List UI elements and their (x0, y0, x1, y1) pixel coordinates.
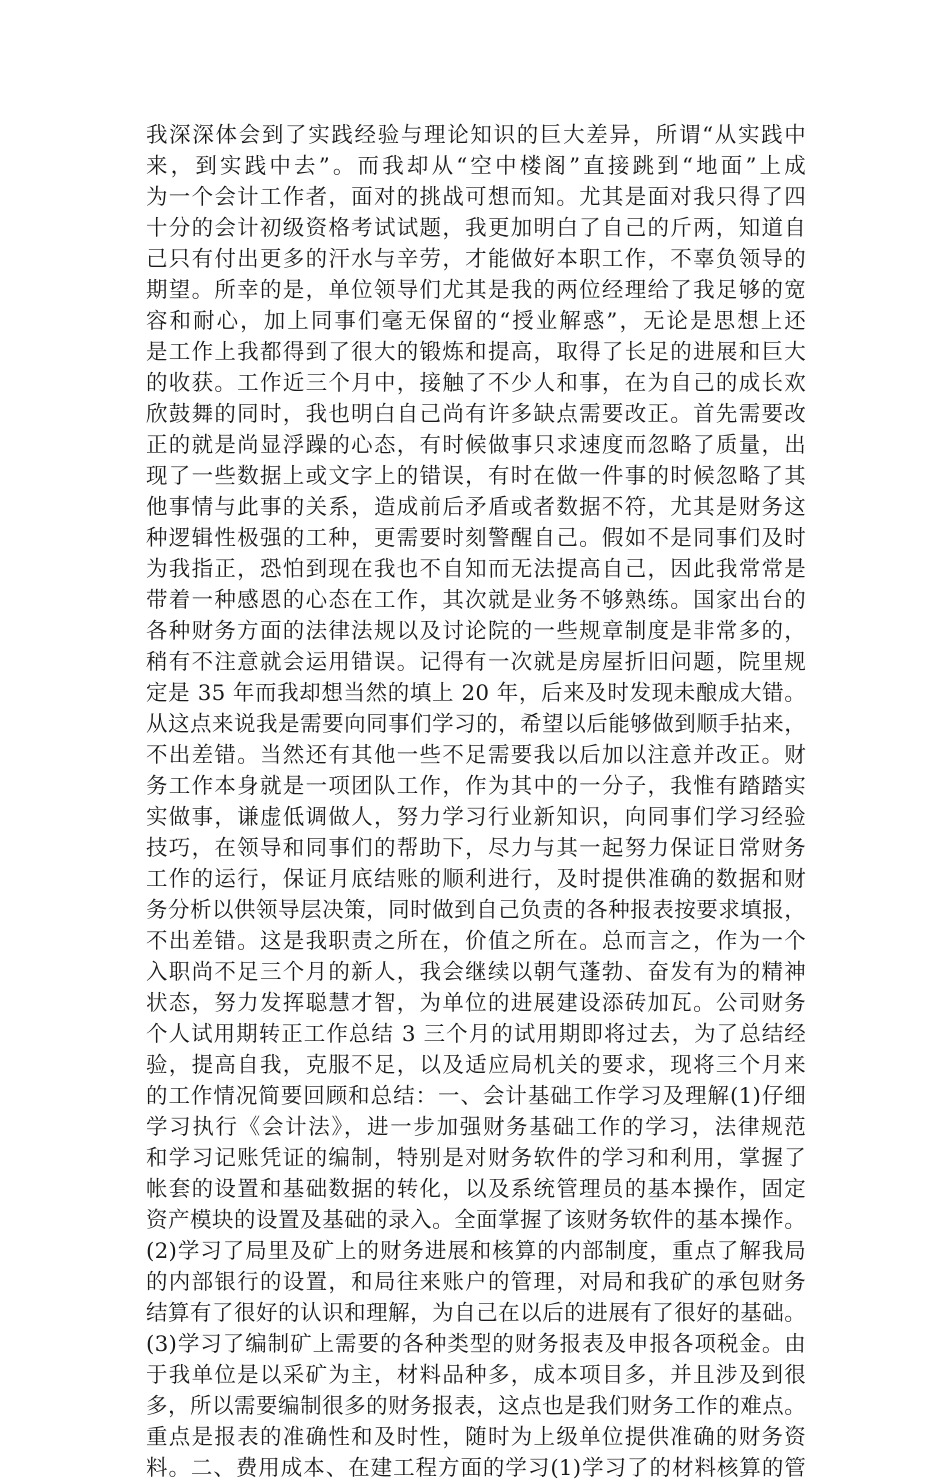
text-line: 和学习记账凭证的编制，特别是对财务软件的学习和利用，掌握了 (146, 1146, 806, 1171)
text-line: 我深深体会到了实践经验与理论知识的巨大差异，所谓“从实践中 (146, 123, 806, 148)
text-line: 各种财务方面的法律法规以及讨论院的一些规章制度是非常多的， (146, 619, 806, 644)
text-line: (2)学习了局里及矿上的财务进展和核算的内部制度，重点了解我局 (146, 1239, 806, 1264)
text-line: 结算有了很好的认识和理解，为自己在以后的进展有了很好的基础。 (146, 1301, 806, 1326)
text-line: 的内部银行的设置，和局往来账户的管理，对局和我矿的承包财务 (146, 1270, 806, 1295)
text-line: 的收获。工作近三个月中，接触了不少人和事，在为自己的成长欢 (146, 371, 806, 396)
text-line: 欣鼓舞的同时，我也明白自己尚有许多缺点需要改正。首先需要改 (146, 402, 806, 427)
text-line: 资产模块的设置及基础的录入。全面掌握了该财务软件的基本操作。 (146, 1208, 806, 1233)
text-line: 的工作情况简要回顾和总结：一、会计基础工作学习及理解(1)仔细 (146, 1084, 806, 1109)
text-line: 不出差错。这是我职责之所在，价值之所在。总而言之，作为一个 (146, 929, 806, 954)
text-line: (3)学习了编制矿上需要的各种类型的财务报表及申报各项税金。由 (146, 1332, 806, 1357)
text-line: 容和耐心，加上同事们毫无保留的“授业解惑”，无论是思想上还 (146, 309, 806, 334)
text-line: 不出差错。当然还有其他一些不足需要我以后加以注意并改正。财 (146, 743, 806, 768)
text-line: 己只有付出更多的汗水与辛劳，才能做好本职工作，不辜负领导的 (146, 247, 806, 272)
text-line: 十分的会计初级资格考试试题，我更加明白了自己的斤两，知道自 (146, 216, 806, 241)
text-line: 工作的运行，保证月底结账的顺利进行，及时提供准确的数据和财 (146, 867, 806, 892)
text-line: 技巧，在领导和同事们的帮助下，尽力与其一起努力保证日常财务 (146, 836, 806, 861)
text-line: 验，提高自我，克服不足，以及适应局机关的要求，现将三个月来 (146, 1053, 806, 1078)
text-line: 来，到实践中去”。而我却从“空中楼阁”直接跳到“地面”上成 (146, 154, 806, 179)
text-line: 种逻辑性极强的工种，更需要时刻警醒自己。假如不是同事们及时 (146, 526, 806, 551)
text-line: 为一个会计工作者，面对的挑战可想而知。尤其是面对我只得了四 (146, 185, 806, 210)
text-line: 务分析以供领导层决策，同时做到自己负责的各种报表按要求填报， (146, 898, 806, 923)
text-line: 正的就是尚显浮躁的心态，有时候做事只求速度而忽略了质量，出 (146, 433, 806, 458)
text-line: 重点是报表的准确性和及时性，随时为上级单位提供准确的财务资 (146, 1425, 806, 1450)
text-line: 实做事，谦虚低调做人，努力学习行业新知识，向同事们学习经验 (146, 805, 806, 830)
text-line: 多，所以需要编制很多的财务报表，这点也是我们财务工作的难点。 (146, 1394, 806, 1419)
text-line: 料。二、费用成本、在建工程方面的学习(1)学习了的材料核算的管 (146, 1456, 806, 1481)
body-text (146, 120, 806, 1484)
text-line: 入职尚不足三个月的新人，我会继续以朝气蓬勃、奋发有为的精神 (146, 960, 806, 985)
text-line: 稍有不注意就会运用错误。记得有一次就是房屋折旧问题，院里规 (146, 650, 806, 675)
text-line: 帐套的设置和基础数据的转化，以及系统管理员的基本操作，固定 (146, 1177, 806, 1202)
text-line: 于我单位是以采矿为主，材料品种多，成本项目多，并且涉及到很 (146, 1363, 806, 1388)
text-line: 期望。所幸的是，单位领导们尤其是我的两位经理给了我足够的宽 (146, 278, 806, 303)
text-line: 务工作本身就是一项团队工作，作为其中的一分子，我惟有踏踏实 (146, 774, 806, 799)
text-line: 定是 35 年而我却想当然的填上 20 年，后来及时发现未酿成大错。 (146, 681, 806, 706)
text-line: 个人试用期转正工作总结 3 三个月的试用期即将过去，为了总结经 (146, 1022, 806, 1047)
text-line: 带着一种感恩的心态在工作，其次就是业务不够熟练。国家出台的 (146, 588, 806, 613)
text-line: 从这点来说我是需要向同事们学习的，希望以后能够做到顺手拈来， (146, 712, 806, 737)
text-line: 学习执行《会计法》，进一步加强财务基础工作的学习，法律规范 (146, 1115, 806, 1140)
text-line: 他事情与此事的关系，造成前后矛盾或者数据不符，尤其是财务这 (146, 495, 806, 520)
text-line: 现了一些数据上或文字上的错误，有时在做一件事的时候忽略了其 (146, 464, 806, 489)
text-line: 是工作上我都得到了很大的锻炼和提高，取得了长足的进展和巨大 (146, 340, 806, 365)
text-line: 状态，努力发挥聪慧才智，为单位的进展建设添砖加瓦。公司财务 (146, 991, 806, 1016)
text-line: 为我指正，恐怕到现在我也不自知而无法提高自己，因此我常常是 (146, 557, 806, 582)
